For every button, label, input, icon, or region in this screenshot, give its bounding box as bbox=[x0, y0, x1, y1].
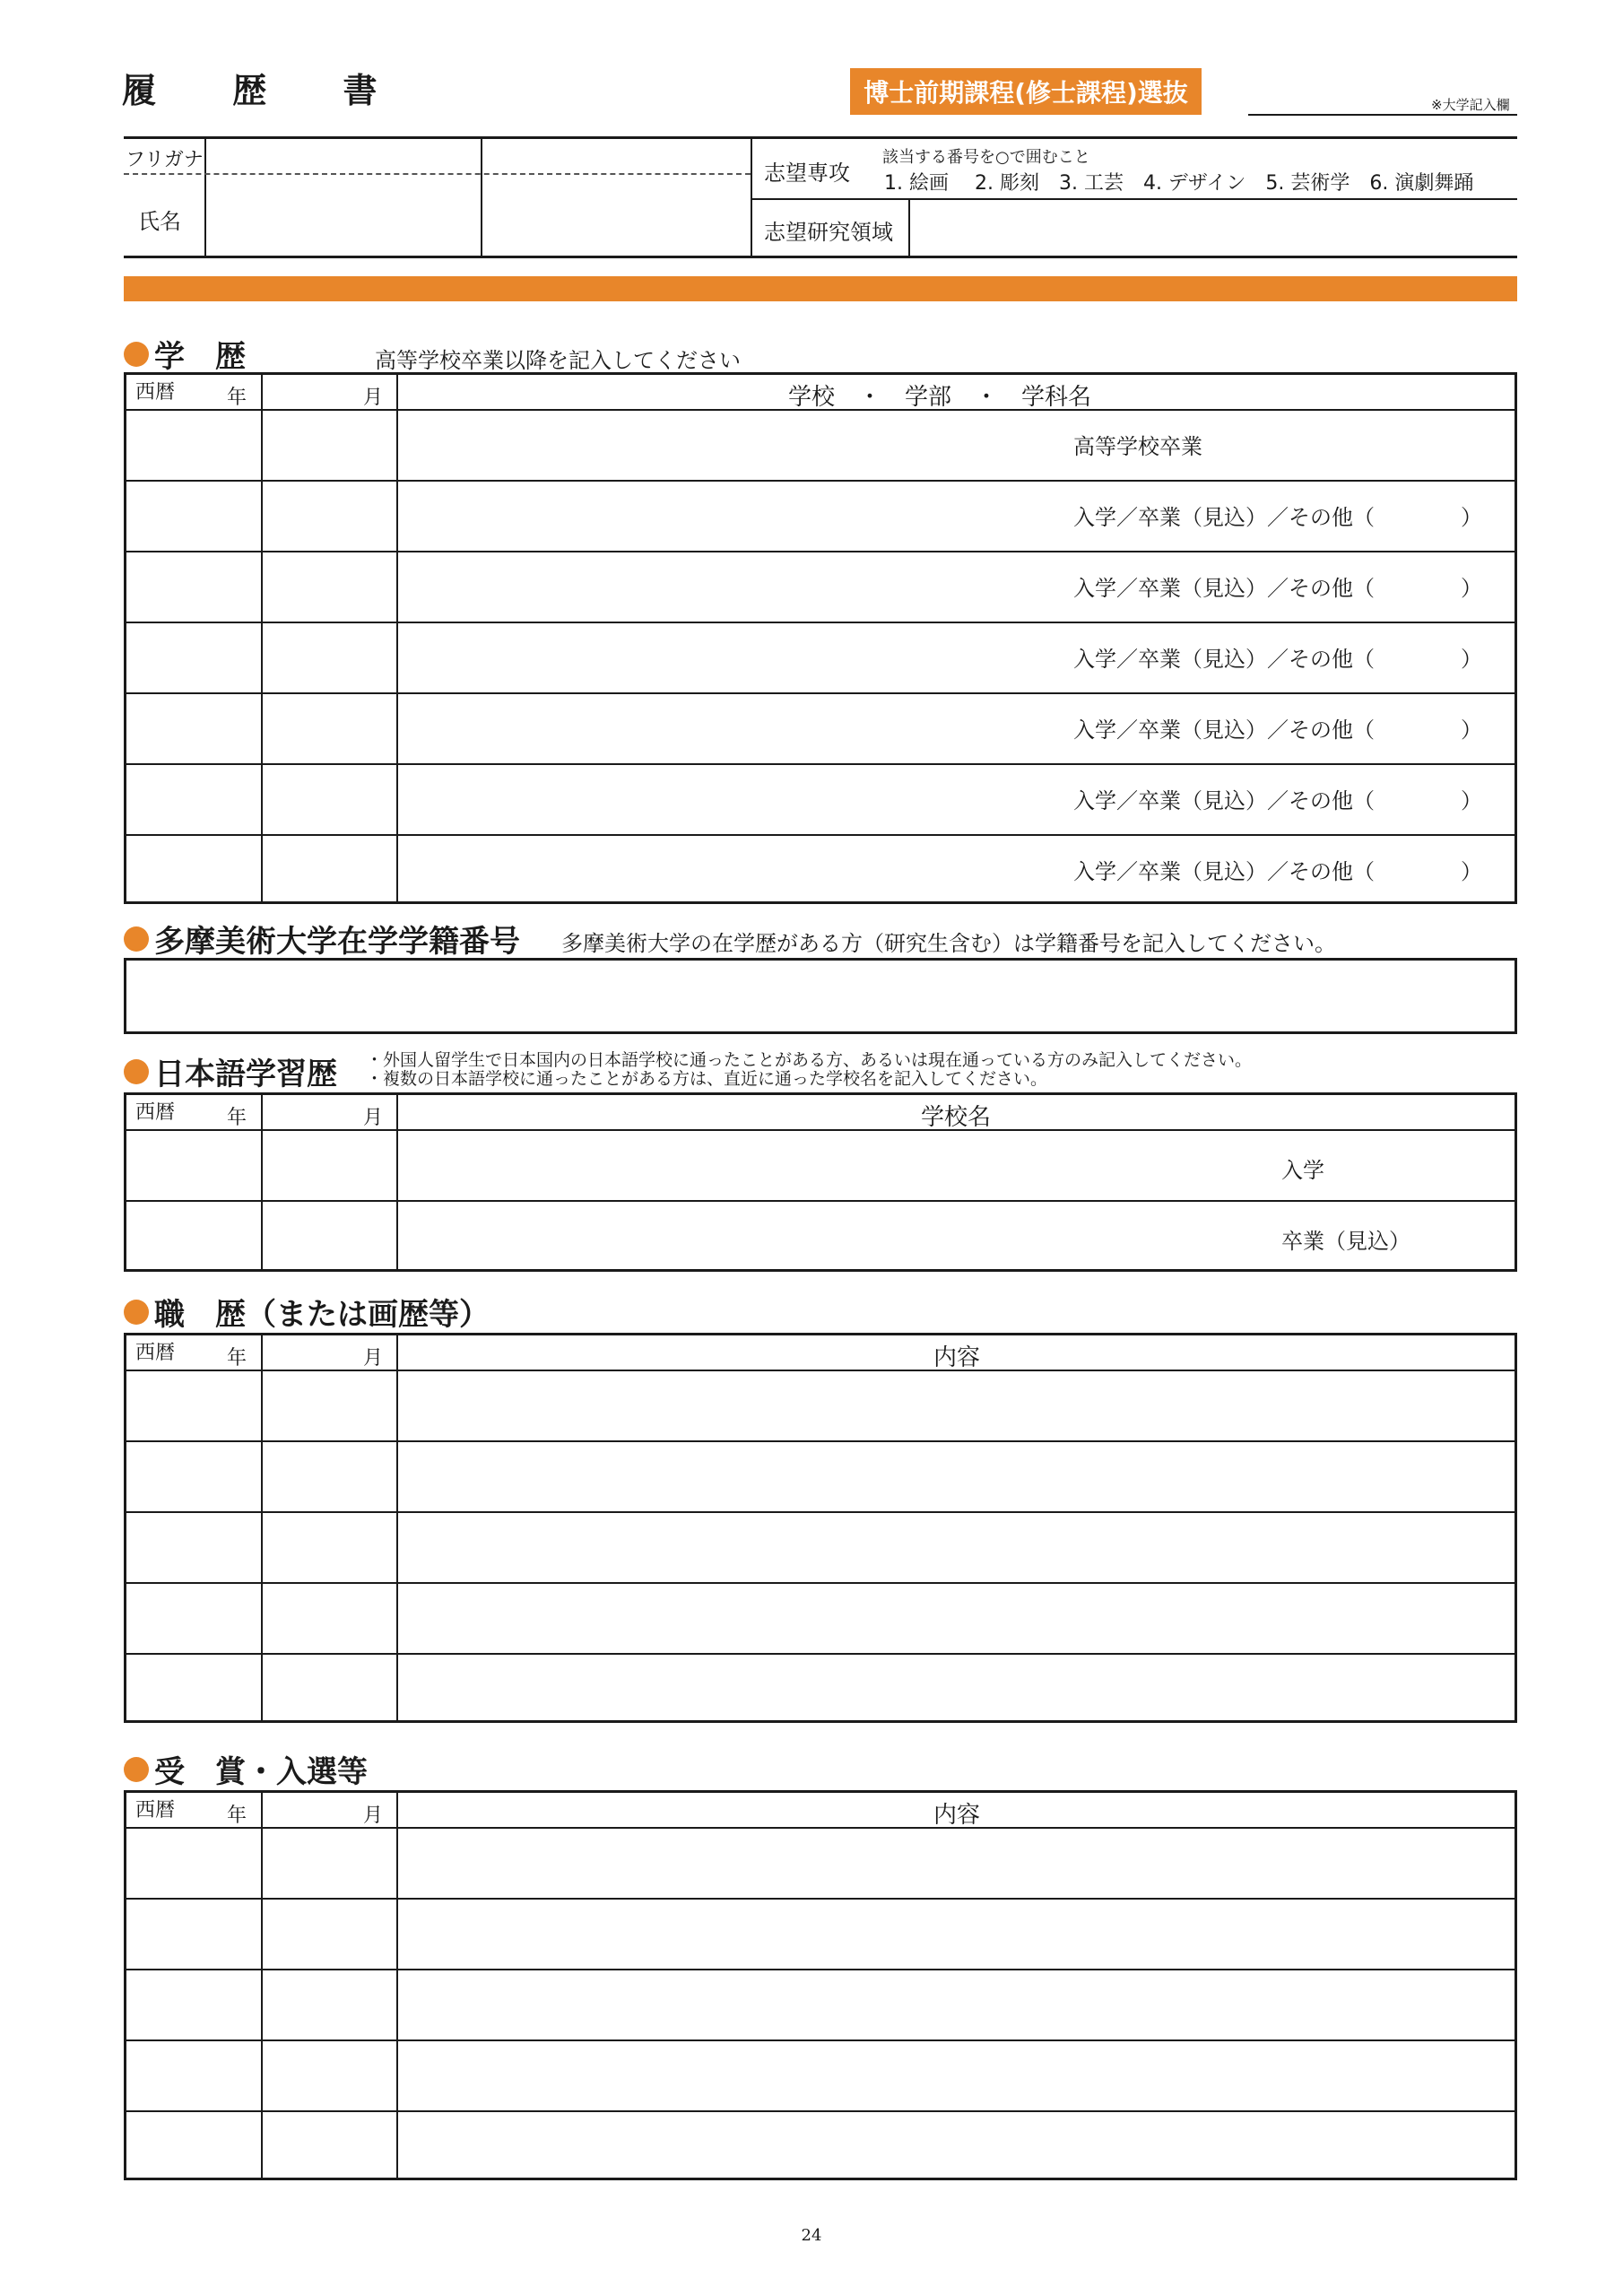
career-table bbox=[124, 1333, 1517, 1723]
university-use-line bbox=[1248, 114, 1517, 116]
research-area-field[interactable] bbox=[913, 202, 1514, 254]
col-month: 月 bbox=[363, 1805, 384, 1827]
bullet-icon bbox=[124, 1059, 149, 1084]
table-row: 入学／卒業（見込）／その他（ ） bbox=[1073, 788, 1482, 813]
education-note: 高等学校卒業以降を記入してください bbox=[375, 348, 741, 373]
col-school-name: 学校名 bbox=[921, 1104, 992, 1131]
name-field-1[interactable] bbox=[206, 177, 479, 254]
col-era: 西暦 bbox=[135, 1101, 176, 1124]
japanese-note-2: ・複数の日本語学校に通ったことがある方は、直近に通った学校名を記入してください。 bbox=[366, 1069, 1048, 1089]
bullet-icon bbox=[124, 1757, 149, 1782]
col-school: 学校 ・ 学部 ・ 学科名 bbox=[788, 384, 1092, 411]
table-row: 入学／卒業（見込）／その他（ ） bbox=[1073, 647, 1482, 672]
col-era: 西暦 bbox=[135, 1342, 176, 1364]
table-row: 入学／卒業（見込）／その他（ ） bbox=[1073, 718, 1482, 743]
table-row: 高等学校卒業 bbox=[1073, 434, 1202, 459]
japanese-note-1: ・外国人留学生で日本国内の日本語学校に通ったことがある方、あるいは現在通っている方のみ記入してください。 bbox=[366, 1050, 1253, 1070]
career-title: 職 歴（または画歴等） bbox=[154, 1297, 490, 1333]
applicant-table bbox=[124, 136, 1517, 258]
awards-table bbox=[124, 1790, 1517, 2180]
career-heading bbox=[124, 1290, 490, 1334]
education-title: 学 歴 bbox=[154, 339, 246, 375]
col-year: 年 bbox=[227, 1107, 247, 1129]
major-options[interactable]: 1. 絵画 2. 彫刻 3. 工芸 4. デザイン 5. 芸術学 6. 演劇舞踊 bbox=[884, 172, 1474, 195]
awards-heading bbox=[124, 1747, 368, 1791]
bullet-icon bbox=[124, 926, 149, 952]
table-row: 入学／卒業（見込）／その他（ ） bbox=[1073, 576, 1482, 601]
bullet-icon bbox=[124, 1300, 149, 1325]
name-label: 氏名 bbox=[138, 209, 181, 234]
education-heading bbox=[124, 332, 246, 376]
page-number: 24 bbox=[801, 2226, 822, 2245]
col-year: 年 bbox=[227, 1347, 247, 1370]
furigana-field-1[interactable] bbox=[206, 141, 479, 171]
major-label: 志望専攻 bbox=[764, 161, 850, 186]
name-field-2[interactable] bbox=[482, 177, 749, 254]
col-year: 年 bbox=[227, 1805, 247, 1827]
col-content: 内容 bbox=[933, 1802, 981, 1829]
furigana-field-2[interactable] bbox=[482, 141, 749, 171]
section-divider-bar bbox=[124, 276, 1517, 301]
furigana-label: フリガナ bbox=[126, 149, 204, 171]
university-use-note: ※大学記入欄 bbox=[1431, 97, 1510, 113]
awards-title: 受 賞・入選等 bbox=[154, 1754, 368, 1790]
bullet-icon bbox=[124, 342, 149, 367]
japanese-title: 日本語学習歴 bbox=[154, 1057, 337, 1092]
table-row: 入学／卒業（見込）／その他（ ） bbox=[1073, 505, 1482, 530]
col-month: 月 bbox=[363, 1347, 384, 1370]
col-year: 年 bbox=[227, 387, 247, 409]
student-id-title: 多摩美術大学在学学籍番号 bbox=[154, 924, 520, 960]
page-title: 履 歴 書 bbox=[122, 71, 410, 110]
table-row: 入学 bbox=[1281, 1158, 1324, 1183]
col-era: 西暦 bbox=[135, 381, 176, 404]
student-id-note: 多摩美術大学の在学歴がある方（研究生含む）は学籍番号を記入してください。 bbox=[561, 931, 1336, 956]
col-month: 月 bbox=[363, 1107, 384, 1129]
col-era: 西暦 bbox=[135, 1799, 176, 1822]
student-id-field[interactable] bbox=[124, 958, 1517, 1034]
student-id-heading bbox=[124, 917, 520, 961]
table-row: 卒業（見込） bbox=[1281, 1229, 1410, 1254]
col-month: 月 bbox=[363, 387, 384, 409]
education-table bbox=[124, 372, 1517, 904]
research-area-label: 志望研究領域 bbox=[764, 220, 893, 245]
col-content: 内容 bbox=[933, 1344, 981, 1371]
japanese-heading bbox=[124, 1049, 337, 1093]
program-badge: 博士前期課程(修士課程)選抜 bbox=[850, 68, 1202, 115]
major-instruction: 該当する番号を○で囲むこと bbox=[882, 148, 1090, 167]
table-row: 入学／卒業（見込）／その他（ ） bbox=[1073, 859, 1482, 884]
japanese-table bbox=[124, 1092, 1517, 1272]
